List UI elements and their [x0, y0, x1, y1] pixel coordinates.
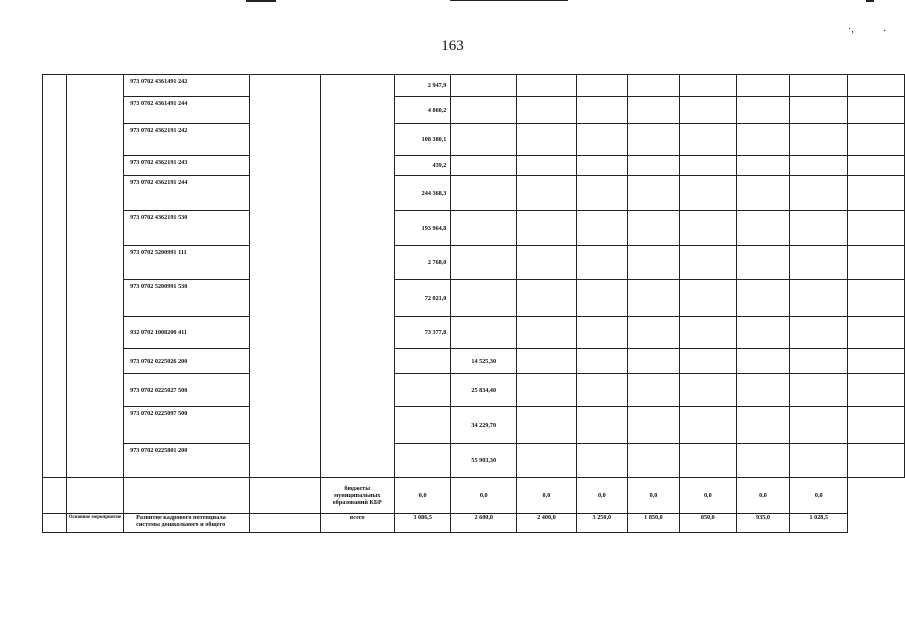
- value-cell: 850,0: [680, 514, 737, 533]
- event-type: Основное мероприятие: [66, 514, 123, 533]
- col-empty-2: [66, 75, 123, 478]
- value-cell: 0,0: [736, 478, 790, 514]
- col-empty-3: [249, 75, 320, 478]
- scan-artifact-dot: ·: [883, 26, 887, 37]
- value-cell: 72 021,0: [394, 280, 450, 317]
- value-cell: 2 768,0: [394, 246, 450, 280]
- table-row: [43, 280, 905, 317]
- kbk-code: 973 0702 4361491 244: [124, 97, 249, 124]
- table-row: [43, 246, 905, 280]
- table-row: [43, 211, 905, 246]
- value-cell: 3 086,5: [394, 514, 450, 533]
- page-number: 163: [441, 38, 464, 54]
- value-cell: 2 400,0: [517, 514, 577, 533]
- value-cell: 25 834,40: [451, 374, 517, 407]
- table-row: [43, 176, 905, 211]
- col-source: [320, 75, 394, 478]
- kbk-code: 932 0702 1008200 411: [124, 317, 249, 349]
- kbk-code: 973 0702 4362191 244: [124, 176, 249, 211]
- kbk-code: 973 0702 4361491 242: [124, 75, 249, 97]
- col-empty-1: [43, 75, 67, 478]
- funding-source: всего: [320, 514, 394, 533]
- value-cell: 935,0: [736, 514, 790, 533]
- table-row: [43, 75, 905, 97]
- kbk-code: 973 0702 5200991 530: [124, 280, 249, 317]
- value-cell: 244 368,3: [394, 176, 450, 211]
- table-row: [43, 124, 905, 156]
- scan-artifact-top-left: [246, 0, 276, 2]
- value-cell: 108 380,1: [394, 124, 450, 156]
- scan-artifact-dot: ·,: [848, 24, 854, 35]
- table-row: [43, 349, 905, 374]
- scan-artifact-top-center: [450, 0, 568, 1]
- value-cell: 0,0: [790, 478, 848, 514]
- value-cell: 193 964,8: [394, 211, 450, 246]
- table-row: [43, 156, 905, 176]
- value-cell: 0,0: [680, 478, 737, 514]
- kbk-code: 973 0702 0225801 200: [124, 444, 249, 478]
- value-cell: 2 947,9: [394, 75, 450, 97]
- value-cell: 14 525,30: [451, 349, 517, 374]
- value-cell: 0,0: [627, 478, 679, 514]
- table-row: [43, 97, 905, 124]
- table-row: [43, 407, 905, 444]
- value-cell: 1 850,0: [627, 514, 679, 533]
- value-cell: 2 600,0: [451, 514, 517, 533]
- kbk-code: 973 0702 0225097 500: [124, 407, 249, 444]
- value-cell: 4 860,2: [394, 97, 450, 124]
- table-row: [43, 374, 905, 407]
- value-cell: 0,0: [394, 478, 450, 514]
- funding-source: бюджеты муниципальных образований КБР: [320, 478, 394, 514]
- scan-artifact-top-right: [866, 0, 874, 2]
- table-row: [43, 444, 905, 478]
- table-row-total: [43, 514, 905, 533]
- value-cell: 1 028,5: [790, 514, 848, 533]
- value-cell: 0,0: [576, 478, 627, 514]
- kbk-code: 973 0702 4362191 243: [124, 156, 249, 176]
- value-cell: 73 377,8: [394, 317, 450, 349]
- kbk-code: 973 0702 0225026 200: [124, 349, 249, 374]
- value-cell: 0,0: [517, 478, 577, 514]
- event-name: Развитие кадрового потенциала системы дошкольного и общего: [124, 514, 249, 533]
- value-cell: 55 903,30: [451, 444, 517, 478]
- budget-table: [42, 74, 905, 533]
- value-cell: 3 250,0: [576, 514, 627, 533]
- kbk-code: 973 0702 5200991 111: [124, 246, 249, 280]
- table-row: [43, 478, 905, 514]
- value-cell: 0,0: [451, 478, 517, 514]
- value-cell: 34 229,70: [451, 407, 517, 444]
- kbk-code: 973 0702 0225027 500: [124, 374, 249, 407]
- table-row: [43, 317, 905, 349]
- value-cell: 439,2: [394, 156, 450, 176]
- kbk-code: 973 0702 4362191 530: [124, 211, 249, 246]
- kbk-code: 973 0702 4362191 242: [124, 124, 249, 156]
